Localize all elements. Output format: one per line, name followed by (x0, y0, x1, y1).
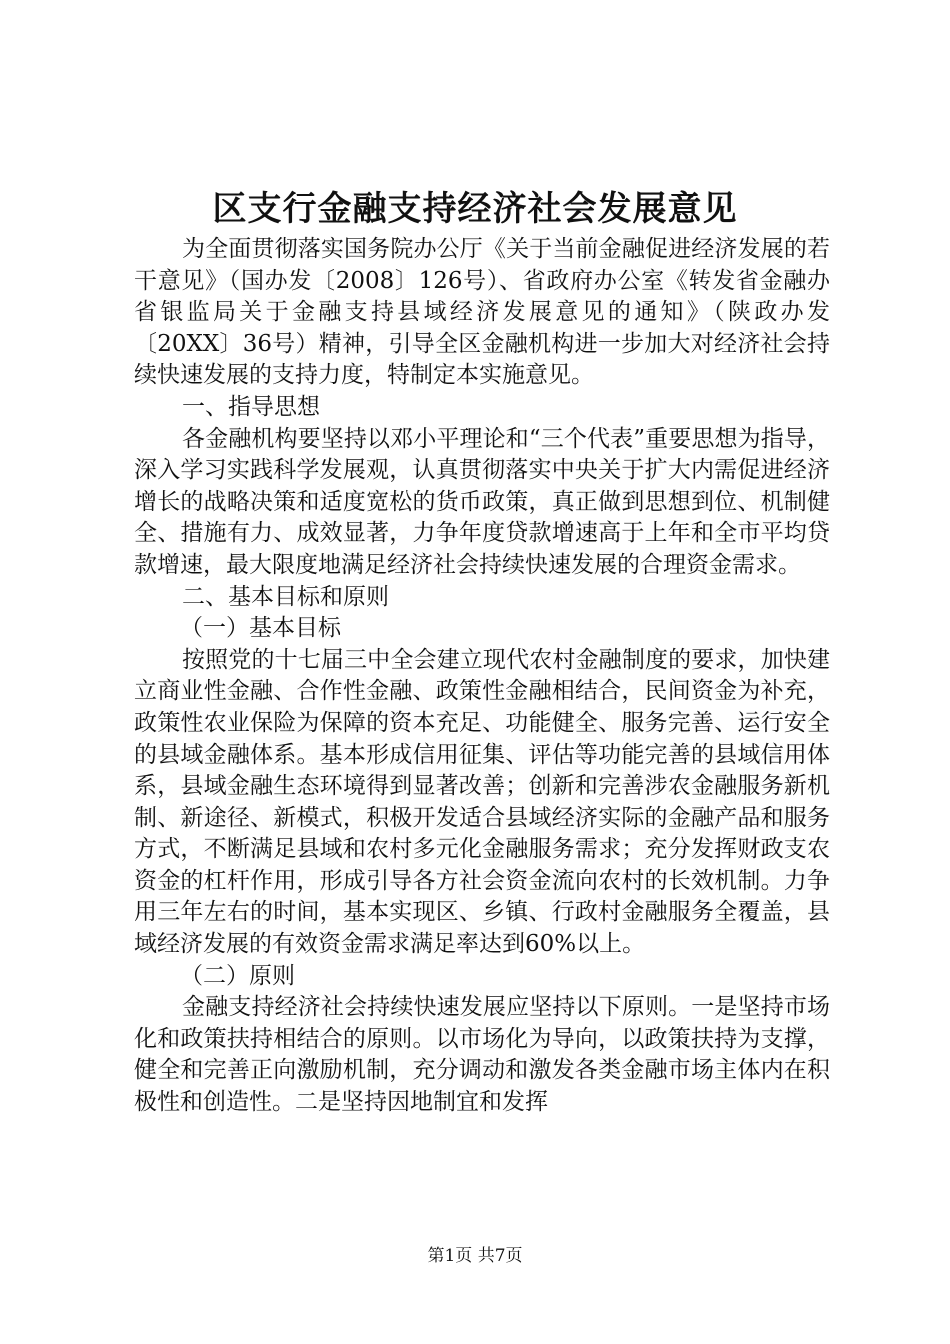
subsection-heading-principles: （二）原则 (180, 962, 295, 989)
page-number-footer: 第1页 共7页 (427, 1246, 523, 1266)
section-heading-guiding-thought: 一、指导思想 (182, 393, 320, 420)
document-body (134, 234, 830, 1119)
section-heading-goals-principles: 二、基本目标和原则 (182, 583, 389, 610)
paragraph-intro: 为全面贯彻落实国务院办公厅《关于当前金融促进经济发展的若干意见》（国办发〔2008〕126号）、省政府办公室《转发省金融办省银监局关于金融支持县域经济发展意见的通知》（陕政办发〔20XX〕36号）精神，引导全区金融机构进一步加大对经济社会持续快速发展的支持力度，特制定本实施意见。 (134, 236, 830, 389)
paragraph-guiding-thought: 各金融机构要坚持以邓小平理论和“三个代表”重要思想为指导，深入学习实践科学发展观，认真贯彻落实中央关于扩大内需促进经济增长的战略决策和适度宽松的货币政策，真正做到思想到位、机制健全、措施有力、成效显著，力争年度贷款增速高于上年和全市平均贷款增速，最大限度地满足经济社会持续快速发展的合理资金需求。 (134, 425, 830, 578)
paragraph-basic-goals: 按照党的十七届三中全会建立现代农村金融制度的要求，加快建立商业性金融、合作性金融、政策性金融相结合，民间资金为补充，政策性农业保险为保障的资本充足、功能健全、服务完善、运行安全的县域金融体系。基本形成信用征集、评估等功能完善的县域信用体系，县域金融生态环境得到显著改善；创新和完善涉农金融服务新机制、新途径、新模式，积极开发适合县域经济实际的金融产品和服务方式，不断满足县域和农村多元化金融服务需求；充分发挥财政支农资金的杠杆作用，形成引导各方社会资金流向农村的长效机制。力争用三年左右的时间，基本实现区、乡镇、行政村金融服务全覆盖，县域经济发展的有效资金需求满足率达到60%以上。 (134, 646, 830, 958)
paragraph-principles: 金融支持经济社会持续快速发展应坚持以下原则。一是坚持市场化和政策扶持相结合的原则。以市场化为导向，以政策扶持为支撑，健全和完善正向激励机制，充分调动和激发各类金融市场主体内在积极性和创造性。二是坚持因地制宜和发挥 (134, 994, 830, 1116)
document-title: 区支行金融支持经济社会发展意见 (212, 189, 738, 229)
subsection-heading-basic-goals: （一）基本目标 (180, 615, 341, 642)
